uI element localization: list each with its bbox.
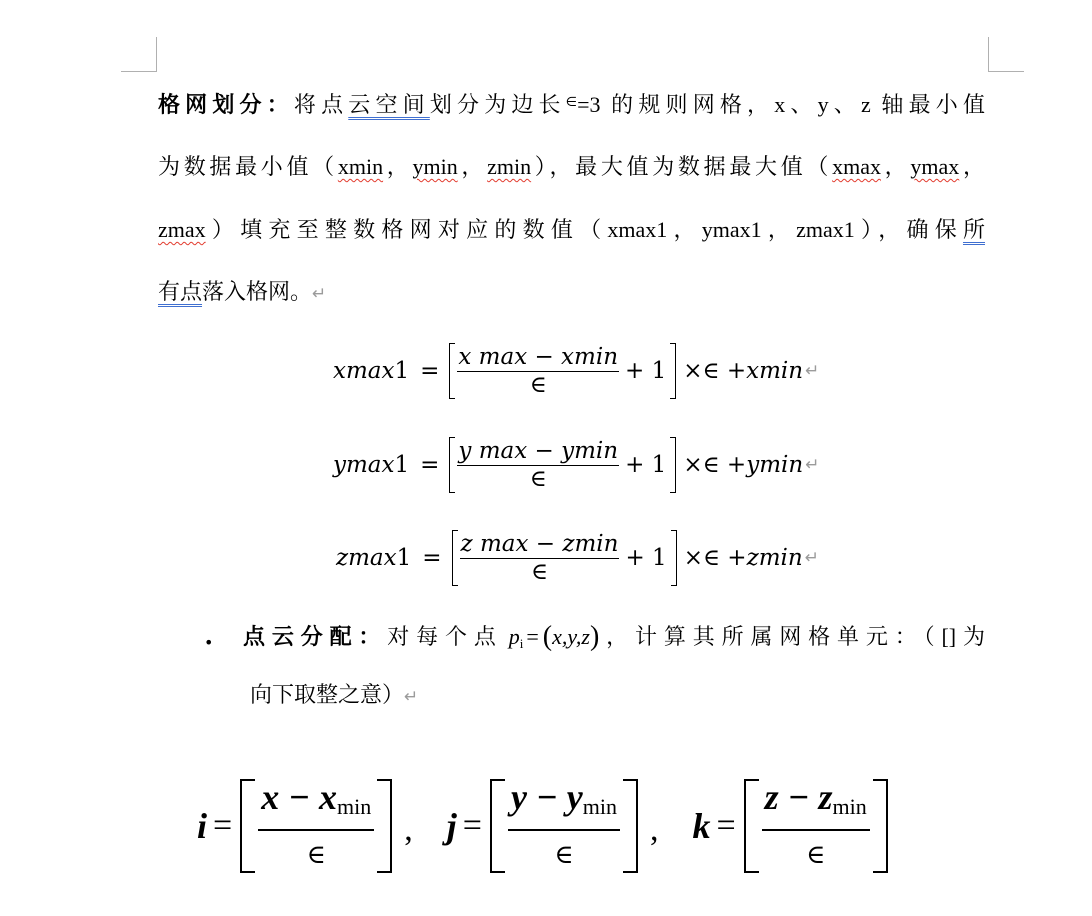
eq-equals: = — [420, 452, 440, 478]
text-run: 向下取整之意） — [250, 682, 405, 707]
plus-one: + 1 — [625, 452, 667, 478]
fraction-denominator: ∈ — [529, 465, 547, 492]
eq-lhs-index: 1 — [396, 545, 412, 571]
grammar-flagged-text[interactable]: 有点 — [158, 279, 203, 304]
numerator-expression: z − z — [764, 777, 833, 817]
fraction-denominator: ∈ — [806, 840, 826, 870]
grid-division-line-2 — [158, 147, 985, 187]
grid-division-line-1 — [158, 83, 985, 123]
fraction-numerator: x max − xmin — [458, 343, 619, 370]
spelling-flagged-zmin[interactable]: zmin — [487, 154, 532, 179]
fraction-numerator — [258, 777, 374, 831]
eq-lhs-variable: ymax — [333, 452, 395, 478]
point-assignment-line-1 — [243, 617, 985, 657]
left-bracket — [744, 779, 759, 873]
spelling-flagged-zmax[interactable]: zmax — [158, 217, 206, 242]
point-notation — [508, 621, 600, 652]
point-equals: = — [526, 624, 539, 649]
left-bracket — [449, 437, 455, 493]
left-bracket — [452, 530, 458, 586]
fraction-numerator: y max − ymin — [458, 437, 619, 464]
eq-lhs-variable: xmax — [333, 358, 395, 384]
eq-equals: = — [420, 358, 440, 384]
right-bracket — [670, 343, 676, 399]
numerator-expression: y − y — [510, 777, 583, 817]
grid-division-line-3 — [158, 210, 985, 250]
eq-offset-variable: ymin — [746, 452, 804, 478]
text-run: ，计算其所属网格单元：（[]为 — [599, 624, 985, 649]
zmax1-equation — [336, 528, 819, 588]
plus-one: + 1 — [625, 545, 667, 571]
text-run: 对每个点 — [387, 624, 503, 649]
crop-mark-top-right-vertical — [988, 37, 989, 72]
text-run: 将点 — [293, 92, 349, 117]
text-run: ），最大值为数据最大值（ — [531, 154, 833, 179]
left-bracket — [449, 343, 455, 399]
crop-mark-top-right-horizontal — [988, 71, 1024, 72]
text-run: 划分为边长 — [429, 92, 566, 117]
plus-one: + 1 — [625, 358, 667, 384]
fraction-denominator: ∈ — [554, 840, 574, 870]
text-run: =3 的规则网格，x、y、z 轴最小值 — [577, 92, 985, 117]
text-run: ， — [457, 154, 488, 179]
grammar-flagged-text[interactable]: 所 — [962, 217, 985, 242]
crop-mark-top-left-vertical — [156, 37, 157, 72]
crop-mark-top-left-horizontal — [121, 71, 157, 72]
fraction-numerator — [762, 777, 870, 831]
paragraph-mark: ↵ — [805, 455, 820, 475]
eq-lhs-index: 1 — [394, 452, 410, 478]
fraction — [258, 777, 374, 875]
text-run: 落入格网。 — [202, 279, 313, 304]
text-run: ）填充至整数格网对应的数值（xmax1，ymax1，zmax1），确保 — [205, 217, 963, 242]
eq-equals: = — [422, 545, 442, 571]
point-coordinates: x,y,z — [552, 624, 590, 649]
cell-index-j: j — [446, 806, 457, 846]
xmax1-equation — [333, 341, 819, 401]
fraction — [457, 345, 619, 398]
grid-division-line-4 — [158, 272, 985, 312]
point-variable: p — [508, 624, 520, 649]
close-paren: ) — [590, 621, 600, 652]
fraction — [508, 777, 620, 875]
numerator-subscript: min — [832, 794, 867, 819]
eq-offset-variable: xmin — [746, 358, 804, 384]
numerator-subscript: min — [582, 794, 617, 819]
fraction-denominator: ∈ — [306, 840, 326, 870]
equation-separator: , — [649, 811, 659, 848]
paragraph-mark: ↵ — [805, 361, 820, 381]
fraction-numerator: z max − zmin — [460, 530, 619, 557]
equation-separator: , — [404, 811, 413, 848]
point-subscript: i — [519, 636, 524, 651]
paragraph-mark: ↵ — [312, 284, 327, 304]
times-epsilon-plus: ×∈ + — [683, 358, 747, 384]
right-bracket — [671, 530, 677, 586]
text-run: 为数据最小值（ — [158, 154, 338, 179]
ymax1-equation — [333, 435, 819, 495]
cell-index-k: k — [692, 806, 711, 846]
spelling-flagged-ymin[interactable]: ymin — [412, 154, 458, 179]
eq-offset-variable: zmin — [746, 545, 803, 571]
eq-lhs-index: 1 — [394, 358, 410, 384]
eq-equals: = — [462, 807, 482, 844]
times-epsilon-plus: ×∈ + — [683, 545, 747, 571]
eq-equals: = — [213, 807, 233, 844]
spelling-flagged-ymax[interactable]: ymax — [910, 154, 960, 179]
fraction — [457, 439, 619, 492]
fraction-denominator: ∈ — [530, 558, 549, 585]
right-bracket — [873, 779, 888, 873]
text-run: ， — [880, 154, 911, 179]
text-run: ， — [959, 154, 985, 179]
epsilon-symbol: ∈ — [565, 95, 578, 110]
grid-division-label: 格网划分： — [158, 92, 294, 117]
right-bracket — [670, 437, 676, 493]
bullet-icon: • — [204, 633, 214, 652]
point-assignment-label: 点云分配： — [243, 624, 388, 649]
paragraph-mark: ↵ — [804, 548, 819, 568]
fraction-numerator — [508, 777, 620, 831]
right-bracket — [623, 779, 638, 873]
left-bracket — [490, 779, 505, 873]
fraction — [762, 777, 870, 875]
text-run: ， — [383, 154, 413, 179]
right-bracket — [377, 779, 392, 873]
open-paren: ( — [542, 621, 553, 652]
left-bracket — [240, 779, 255, 873]
spelling-flagged-xmin[interactable]: xmin — [337, 154, 384, 179]
spelling-flagged-xmax[interactable]: xmax — [832, 154, 881, 179]
eq-lhs-variable: zmax — [336, 545, 397, 571]
cell-index-i: i — [197, 806, 208, 846]
fraction — [460, 532, 620, 585]
times-epsilon-plus: ×∈ + — [683, 452, 747, 478]
paragraph-mark: ↵ — [404, 687, 419, 707]
cell-index-equations — [197, 778, 888, 874]
grammar-flagged-text[interactable]: 云空间 — [348, 92, 430, 117]
numerator-subscript: min — [337, 794, 372, 819]
numerator-expression: x − x — [261, 777, 338, 817]
fraction-denominator: ∈ — [529, 371, 547, 398]
eq-equals: = — [716, 807, 736, 844]
point-assignment-line-2 — [250, 675, 985, 715]
